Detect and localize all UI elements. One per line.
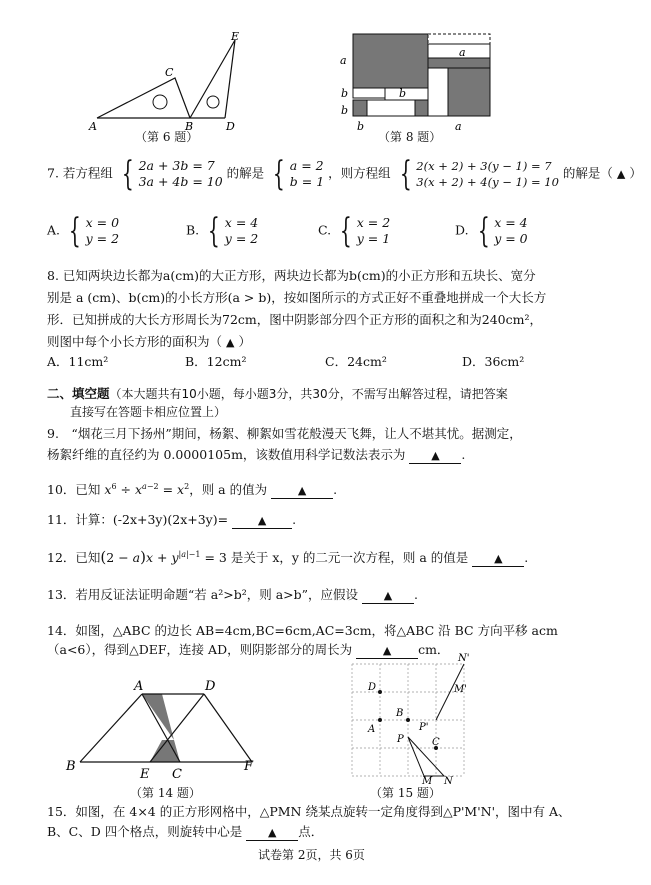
page-footer: 试卷第 2页，共 6页 [258, 848, 365, 862]
fig6-label-d: D [226, 120, 235, 133]
section-2-desc1: （本大题共有10小题，每小题3分，共30分，不需写出解答过程，请把答案 [109, 387, 508, 401]
question-7: 7. 若方程组 { 2a + 3b = 7 3a + 4b = 10 的解是 { a = 2 b = 1 ，则方程组 { 2(x + 2) + 3(y − 1) = 7 3(x + 2) + 4(y − 1) = 10 的解是（ ▲ ） [47, 154, 642, 194]
q8-option-d: D．36cm² [462, 354, 525, 369]
q14-end: cm． [418, 642, 450, 657]
fig8-label-b-mid: b [399, 87, 407, 100]
q7-sol1-b: b = 1 [289, 174, 325, 189]
q14-line2 [47, 640, 627, 660]
q7-option-b-x: x = 4 [224, 215, 259, 230]
q15-line1: 15．如图，在 4×4 的正方形网格中，△PMN 绕某点旋转一定角度得到△P'M'N'，图中有 A、 [47, 804, 571, 819]
fig8-label-b-bottom: b [357, 120, 365, 133]
fig15-label-n: N [444, 776, 453, 784]
q13-answer-mark: ▲ [383, 589, 393, 602]
fig15-label-m: M [422, 776, 433, 784]
fig15-label-d: D [368, 682, 377, 693]
question-10: 10．已知 $x^6 \div x^{a-2} = x^2$，则 a 的值为 ▲ . [47, 482, 338, 498]
fig6-caption: （第 6 题） [135, 130, 199, 144]
fig15-label-n1: N' [458, 653, 470, 664]
figure-8 [335, 28, 505, 133]
q8-option-c: C．24cm² [325, 354, 387, 369]
fig8-label-b-left2: b [341, 104, 349, 117]
q8-line2: 别是 a (cm)、b(cm)的小长方形(a > b)，按如图所示的方式正好不重叠地拼成一个大长方 [47, 290, 547, 305]
fig6-label-a: A [89, 120, 97, 133]
q11-answer-mark: ▲ [257, 514, 267, 527]
q8-answer-mark: ▲ [226, 336, 235, 349]
q7-option-d-y: y = 0 [494, 231, 528, 246]
q12-mid: = 3 是关于 x，y 的二元一次方程，则 a 的值是 [204, 550, 469, 566]
figure-15 [340, 652, 480, 784]
fig14-label-f: F [244, 759, 254, 774]
q11-text: 11．计算：(-2x+3y)(2x+3y)= [47, 512, 229, 527]
q9-answer-mark: ▲ [431, 449, 440, 462]
q9-end: . [461, 447, 466, 462]
fig15-label-m1: M' [454, 684, 467, 695]
q8-line3: 形．已知拼成的大长方形周长为72cm，图中阴影部分四个正方形的面积之和为240cm²， [47, 312, 542, 327]
q7-option-c-y: y = 1 [356, 231, 391, 246]
fig15-label-c: C [432, 737, 440, 748]
q7-option-d: D. { x = 4 y = 0 [455, 211, 528, 251]
q7-sys2-eq1: 2(x + 2) + 3(y − 1) = 7 [416, 159, 552, 173]
q7-option-b-y: y = 2 [224, 231, 259, 246]
q14-line2-text: （a<6），得到△DEF，连接 AD，则阴影部分的周长为 [47, 642, 353, 657]
q7-option-c-x: x = 2 [356, 215, 391, 230]
fig14-label-c: C [172, 767, 182, 782]
fig15-label-b: B [396, 708, 404, 719]
question-12: 12．已知$(2 - a)x + y^{|a|-1} = 3$ 是关于 x，y 的二元一次方程，则 a 的值是 ▲ . [47, 548, 529, 567]
q7-option-c: C. { x = 2 y = 1 [318, 211, 391, 251]
question-11 [47, 510, 627, 530]
q8-line1: 8. 已知两块边长都为a(cm)的大正方形，两块边长都为b(cm)的小正方形和五块长、宽分 [47, 268, 536, 283]
fig6-label-b: B [185, 120, 194, 133]
fig14-label-a: A [134, 679, 144, 694]
q8-line4 [47, 332, 627, 353]
section-2-title: 二、填空题 [47, 386, 110, 401]
section-2-header [47, 384, 627, 404]
q7-sol1-a: a = 2 [289, 158, 324, 173]
question-13 [47, 585, 627, 605]
q8-option-b: B．12cm² [185, 354, 247, 369]
q15-answer-mark: ▲ [268, 826, 277, 839]
q9-line2-text: 杨絮纤维的直径约为 0.0000105m，该数值用科学记数法表示为 [47, 447, 406, 462]
fig14-caption: （第 14 题） [130, 786, 201, 800]
q10-prefix: 10．已知 [47, 482, 105, 498]
q7-close: ） [629, 165, 642, 181]
q15-line2 [47, 822, 627, 842]
q7-option-a-y: y = 2 [85, 231, 120, 246]
fig8-label-a-bottom: a [455, 120, 462, 133]
fig14-label-e: E [140, 767, 150, 782]
q7-text4: 的解是（ [562, 165, 613, 181]
q13-text: 13．若用反证法证明命题“若 a²>b²，则 a>b”，应假设 [47, 587, 359, 602]
q12-end: . [524, 550, 529, 566]
q15-line2-text: B、C、D 四个格点，则旋转中心是 [47, 824, 243, 839]
q7-option-b-key: B. [186, 222, 200, 238]
fig8-label-b-left1: b [341, 87, 349, 100]
q10-post: ，则 a 的值为 [189, 482, 268, 498]
section-2-desc2: 直接写在答题卡相应位置上） [70, 405, 227, 419]
q7-text2: 的解是 [226, 165, 265, 181]
fig15-label-p: P [397, 734, 404, 745]
q7-sys2-eq2: 3(x + 2) + 4(y − 1) = 10 [416, 175, 559, 189]
q14-answer-mark: ▲ [382, 644, 392, 657]
q7-option-b: B. { x = 4 y = 2 [186, 211, 259, 251]
q13-end: . [414, 587, 418, 602]
q9-line2 [47, 445, 627, 465]
fig14-label-b: B [66, 759, 76, 774]
q7-number: 7. [47, 165, 59, 181]
fig8-label-a-left: a [340, 54, 347, 67]
q7-option-a-key: A. [47, 222, 61, 238]
q10-answer-mark: ▲ [297, 484, 307, 498]
q7-sys1-eq2: 3a + 4b = 10 [138, 174, 223, 189]
q7-option-a: A. { x = 0 y = 2 [47, 211, 120, 251]
fig15-label-a: A [368, 724, 376, 735]
fig6-label-c: C [165, 66, 174, 79]
q7-text3: ，则方程组 [328, 165, 391, 181]
q7-text1: 若方程组 [62, 165, 113, 181]
fig8-label-a-top: a [459, 46, 466, 59]
q7-option-d-x: x = 4 [494, 215, 528, 230]
q9-line1: 9. “烟花三月下扬州”期间，杨絮、柳絮如雪花般漫天飞舞，让人不堪其忧。据测定， [47, 426, 522, 441]
q7-sys1-eq1: 2a + 3b = 7 [138, 158, 215, 173]
q14-line1: 14．如图，△ABC 的边长 AB=4cm,BC=6cm,AC=3cm，将△ABC 沿 BC 方向平移 acm [47, 623, 558, 638]
q8-option-a: A．11cm² [47, 354, 109, 369]
q7-option-c-key: C. [318, 222, 332, 238]
q12-answer-mark: ▲ [494, 552, 503, 566]
fig6-label-e: E [231, 30, 240, 43]
figure-14 [62, 672, 267, 784]
q7-option-a-x: x = 0 [85, 215, 120, 230]
q11-end: . [292, 512, 297, 527]
fig8-caption: （第 8 题） [378, 130, 442, 144]
q7-answer-mark: ▲ [616, 167, 626, 181]
q8-line4-text: 则图中每个小长方形的面积为（ [47, 334, 223, 349]
q10-end: . [333, 482, 338, 498]
fig15-label-p1: P' [419, 722, 429, 733]
q15-end: 点． [298, 824, 324, 839]
q8-close: ） [238, 334, 251, 349]
fig15-caption: （第 15 题） [370, 786, 441, 800]
fig14-label-d: D [205, 679, 216, 694]
q12-prefix: 12．已知 [47, 550, 101, 566]
q7-option-d-key: D. [455, 222, 469, 238]
